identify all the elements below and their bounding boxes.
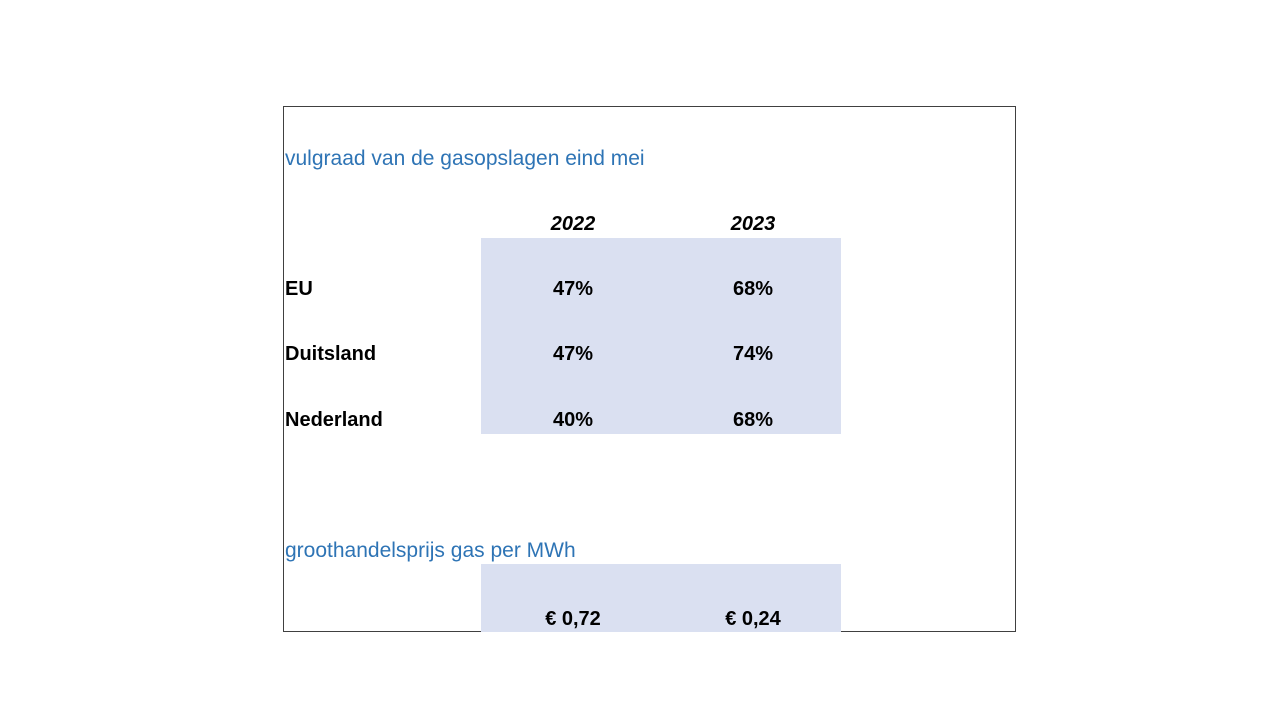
row-label: EU xyxy=(285,278,313,300)
table-row xyxy=(284,343,1017,371)
row-label: Nederland xyxy=(285,409,383,431)
storage-values-highlight xyxy=(481,238,841,434)
year-header-2022: 2022 xyxy=(550,213,596,235)
year-header-2023: 2023 xyxy=(730,213,776,235)
row-label: Duitsland xyxy=(285,343,377,365)
price-2023: € 0,24 xyxy=(725,608,781,630)
table-row xyxy=(284,409,1017,437)
price-title: groothandelsprijs gas per MWh xyxy=(285,539,576,562)
table-frame xyxy=(283,106,1016,632)
value-2023: 68% xyxy=(732,409,774,431)
storage-title: vulgraad van de gasopslagen eind mei xyxy=(285,147,645,170)
price-2022: € 0,72 xyxy=(545,608,601,630)
value-2023: 74% xyxy=(732,343,774,365)
value-2023: 68% xyxy=(732,278,774,300)
value-2022: 47% xyxy=(552,278,594,300)
table-row xyxy=(284,278,1017,306)
value-2022: 47% xyxy=(552,343,594,365)
price-row xyxy=(284,608,1017,636)
value-2022: 40% xyxy=(552,409,594,431)
